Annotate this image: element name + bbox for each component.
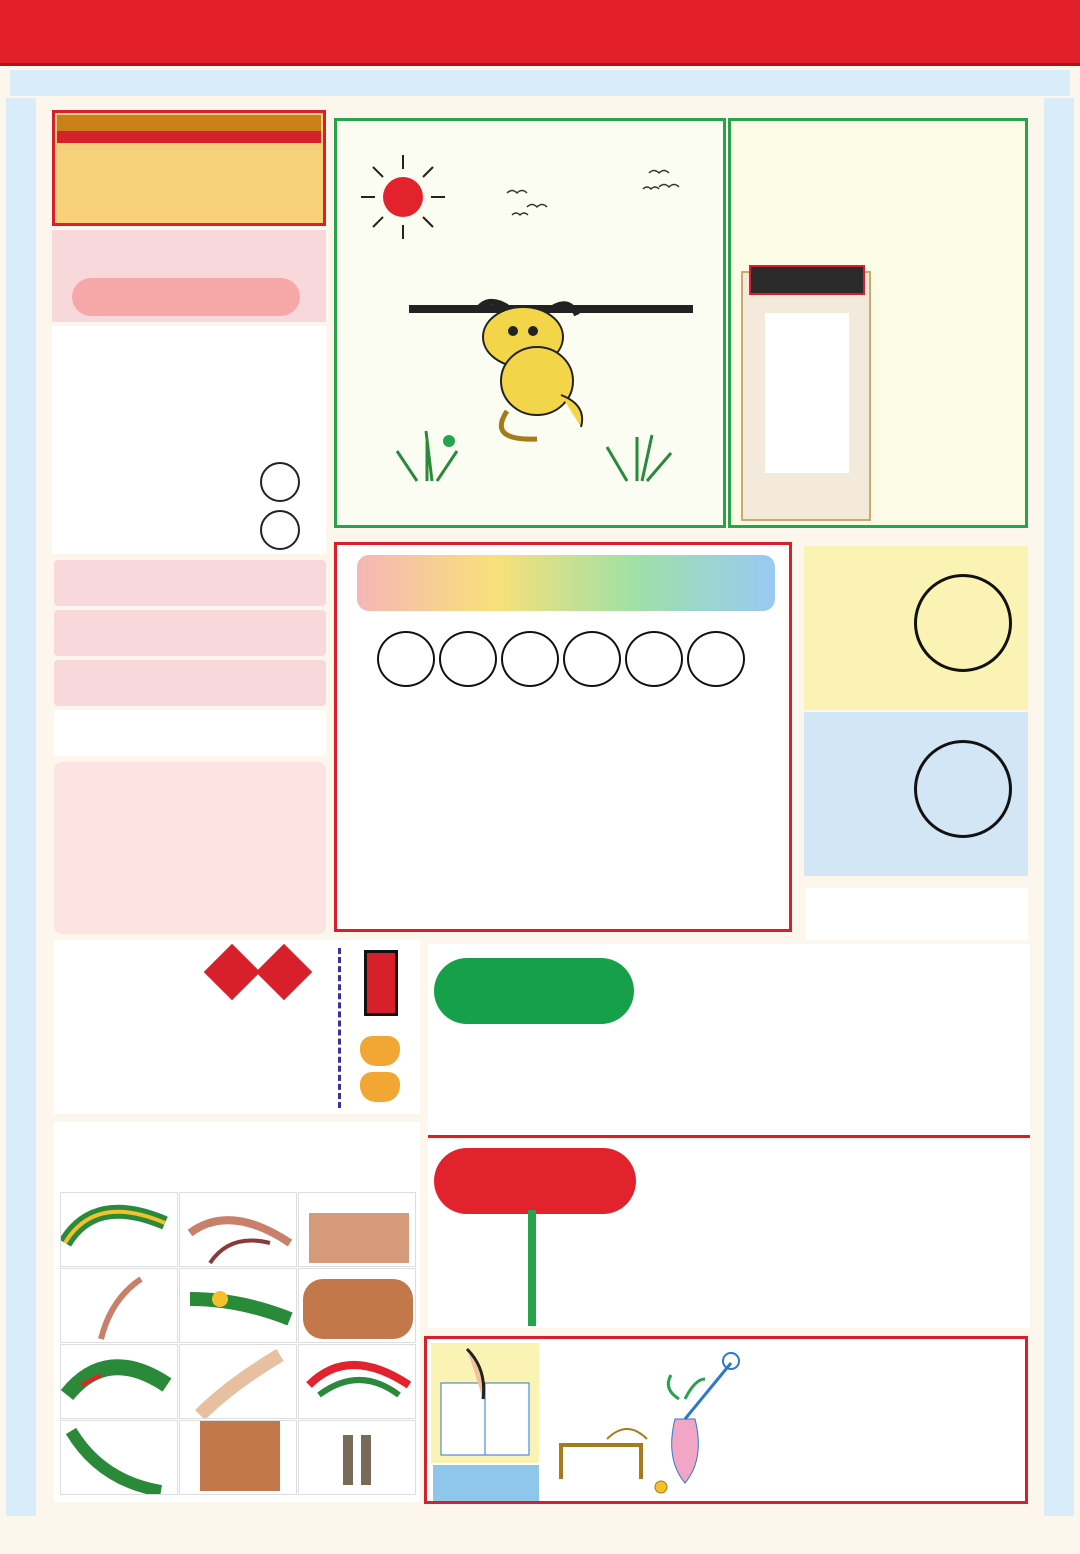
lucky-row [54,610,326,656]
special-circle-number [260,462,300,502]
puzzle-tile [298,1268,416,1343]
lucky-row [54,560,326,606]
special-open-pill [434,1148,636,1214]
computer-ball [439,631,497,687]
computer-ball [687,631,745,687]
puzzle-tile [298,1344,416,1419]
computer-ball [563,631,621,687]
open-number [914,740,1012,838]
mark-six-strip-top [10,70,1070,96]
scroll-poem [765,313,849,473]
xuanji-bet-label [364,950,398,1016]
xuanji-panel [54,940,420,1114]
special-open-panel [428,1140,1030,1328]
hot-cold-table [57,131,321,143]
puzzle-tile [298,1192,416,1267]
riddle-picture-bottom [424,1336,1028,1504]
table-title [57,115,321,131]
puzzle-tile [60,1420,178,1495]
computer-ball [377,631,435,687]
monkey-illustration [337,121,723,525]
riddle-scroll [741,271,871,521]
xuanji-divider [338,948,341,1108]
six-xuan-panel [728,118,1028,528]
puzzle-tile [179,1192,297,1267]
xuanji-diamond-char [264,952,304,992]
lucky-row [54,710,326,756]
butterfly-number [360,1036,400,1066]
computer-ball [501,631,559,687]
riddle-picture [334,118,726,528]
total-pill [434,958,634,1024]
xuanji-diamond-char [212,952,252,992]
computer-title [357,555,775,611]
footer-text [0,1516,1080,1554]
mark-six-strip-left [6,98,36,1516]
roar-pair-text [806,888,1028,940]
zodiac-puzzle-panel [54,1122,420,1502]
puzzle-tile [60,1344,178,1419]
mark-six-strip-right [1044,98,1074,1516]
open-count-box [804,712,1028,876]
sun-icon [361,155,445,239]
lucky-row [54,660,326,706]
total-score-panel [428,944,1030,1138]
header-bar [0,0,1080,66]
scroll-label [749,265,865,295]
special-circle-number [260,510,300,550]
table-header [255,131,321,143]
contribution-panel [54,762,326,934]
computer-analysis-panel [334,542,792,932]
special-code-panel [52,326,326,554]
special-open-divider [528,1210,536,1326]
table-header [123,131,189,143]
open-count-box [804,546,1028,710]
butterfly-number [360,1072,400,1102]
puzzle-tile [179,1344,297,1419]
table-header [189,131,255,143]
open-number [914,574,1012,672]
picture-solver-label [433,1465,539,1501]
puzzle-tile [179,1268,297,1343]
hot-cold-table-panel [52,110,326,226]
cold-hot-oval [72,278,300,316]
table-header [57,131,123,143]
cold-hot-panel [52,230,326,322]
puzzle-tile [60,1192,178,1267]
puzzle-tile [298,1420,416,1495]
puzzle-tile [179,1420,297,1495]
computer-ball [625,631,683,687]
puzzle-tile [60,1268,178,1343]
puzzle-grid [60,1192,416,1498]
